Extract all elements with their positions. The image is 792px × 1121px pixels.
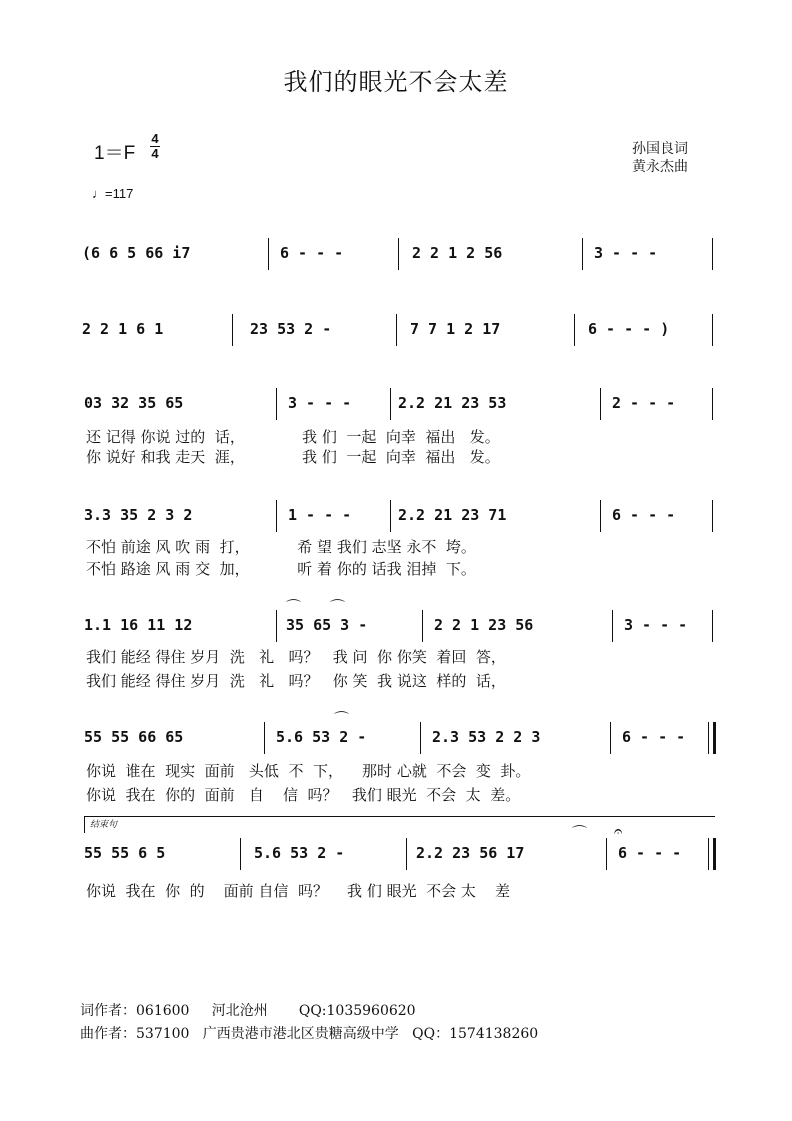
bar-line xyxy=(600,388,601,420)
slur-mark: ⌒ xyxy=(286,598,302,616)
measure-notes: 3 - - - xyxy=(624,616,688,634)
measure-notes: 3 - - - xyxy=(594,244,658,262)
lyrics-line: 不怕 前途 风 吹 雨 打， 希 望 我们 志坚 永不 垮。 xyxy=(86,538,476,556)
measure-notes: 2 - - - xyxy=(612,394,676,412)
measure-notes: 6 - - - ) xyxy=(588,320,670,338)
lyricist-credit: 孙国良词 xyxy=(632,141,688,157)
bar-line xyxy=(390,388,391,420)
staff-row-7 xyxy=(80,836,715,884)
lyrics-line: 你说 我在 你 的 面前 自信 吗？ 我 们 眼光 不会 太 差 xyxy=(86,882,510,900)
measure-notes: 1 - - - xyxy=(288,506,352,524)
lyrics-line: 你 说好 和我 走天 涯， 我 们 一起 向幸 福出 发。 xyxy=(86,448,500,466)
bar-line xyxy=(610,722,611,754)
measure-notes: 5.6 53 2 - xyxy=(254,844,345,862)
ending-label: 结束句 xyxy=(90,820,118,830)
bar-line xyxy=(606,838,607,870)
lyrics-line: 我们 能经 得住 岁月 洗 礼 吗？ 我 问 你 你笑 着回 答， xyxy=(86,648,506,666)
repeat-bar-line xyxy=(708,722,716,754)
staff-row-1 xyxy=(80,236,715,284)
lyrics-line: 你说 我在 你的 面前 自 信 吗？ 我们 眼光 不会 太 差。 xyxy=(86,786,521,804)
measure-notes: 55 55 6 5 xyxy=(84,844,166,862)
measure-notes: 7 7 1 2 17 xyxy=(410,320,501,338)
bar-line xyxy=(398,238,399,270)
bar-line xyxy=(712,388,713,420)
bar-line xyxy=(396,314,397,346)
lyrics-line: 不怕 路途 风 雨 交 加， 听 着 你的 话我 泪掉 下。 xyxy=(86,560,476,578)
bar-line xyxy=(276,610,277,642)
time-sig-top: 4 xyxy=(151,131,159,146)
measure-notes: 23 53 2 - xyxy=(250,320,332,338)
measure-notes: 2.3 53 2 2 3 xyxy=(432,728,541,746)
measure-notes: 35 65 3 - xyxy=(286,616,368,634)
measure-notes: 3.3 35 2 3 2 xyxy=(84,506,193,524)
fermata-mark: 𝄐 xyxy=(614,822,623,840)
measure-notes: 2.2 23 56 17 xyxy=(416,844,525,862)
measure-notes: 2 2 1 2 56 xyxy=(412,244,503,262)
slur-mark: ⌒ xyxy=(572,824,588,842)
measure-notes: 6 - - - xyxy=(280,244,344,262)
lyrics-line: 我们 能经 得住 岁月 洗 礼 吗？ 你 笑 我 说这 样的 话， xyxy=(86,672,506,690)
composer-info: 曲作者：537100 广西贵港市港北区贵糖高级中学 QQ：1574138260 xyxy=(80,1026,539,1042)
measure-notes: 6 - - - xyxy=(612,506,676,524)
key-signature: 1＝F xyxy=(94,143,136,164)
bar-line xyxy=(390,500,391,532)
time-signature xyxy=(150,132,160,161)
bar-line xyxy=(232,314,233,346)
bar-line xyxy=(612,610,613,642)
measure-notes: 2 2 1 23 56 xyxy=(434,616,534,634)
bar-line xyxy=(264,722,265,754)
bar-line xyxy=(712,610,713,642)
measure-notes: 6 - - - xyxy=(618,844,682,862)
measure-notes: 2 2 1 6 1 xyxy=(82,320,164,338)
bar-line xyxy=(276,388,277,420)
slur-mark: ⌒ xyxy=(330,598,346,616)
bar-line xyxy=(268,238,269,270)
composer-credit: 黄永杰曲 xyxy=(632,159,688,175)
bar-line xyxy=(712,238,713,270)
measure-notes: 6 - - - xyxy=(622,728,686,746)
bar-line xyxy=(406,838,407,870)
bar-line xyxy=(276,500,277,532)
measure-notes: 55 55 66 65 xyxy=(84,728,184,746)
measure-notes: 3 - - - xyxy=(288,394,352,412)
time-sig-bottom: 4 xyxy=(151,146,159,161)
bar-line xyxy=(422,610,423,642)
measure-notes: 2.2 21 23 71 xyxy=(398,506,507,524)
slur-mark: ⌒ xyxy=(334,710,350,728)
bar-line xyxy=(712,314,713,346)
bar-line xyxy=(600,500,601,532)
measure-notes: 2.2 21 23 53 xyxy=(398,394,507,412)
final-bar-line xyxy=(708,838,716,870)
measure-notes: 5.6 53 2 - xyxy=(276,728,367,746)
bar-line xyxy=(240,838,241,870)
staff-row-2 xyxy=(80,312,715,360)
bar-line xyxy=(712,500,713,532)
lyrics-line: 还 记得 你说 过的 话， 我 们 一起 向幸 福出 发。 xyxy=(86,428,500,446)
measure-notes: 03 32 35 65 xyxy=(84,394,184,412)
bar-line xyxy=(420,722,421,754)
lyrics-line: 你说 谁在 现实 面前 头低 不 下， 那时 心就 不会 变 卦。 xyxy=(86,762,531,780)
measure-notes: 1.1 16 11 12 xyxy=(84,616,193,634)
measure-notes: (6 6 5 66 i7 xyxy=(82,244,191,262)
song-title: 我们的眼光不会太差 xyxy=(283,68,509,96)
lyricist-info: 词作者：061600 河北沧州 QQ:1035960620 xyxy=(80,1003,416,1019)
tempo-marking: ♩=117 xyxy=(92,186,134,201)
bar-line xyxy=(574,314,575,346)
bar-line xyxy=(582,238,583,270)
